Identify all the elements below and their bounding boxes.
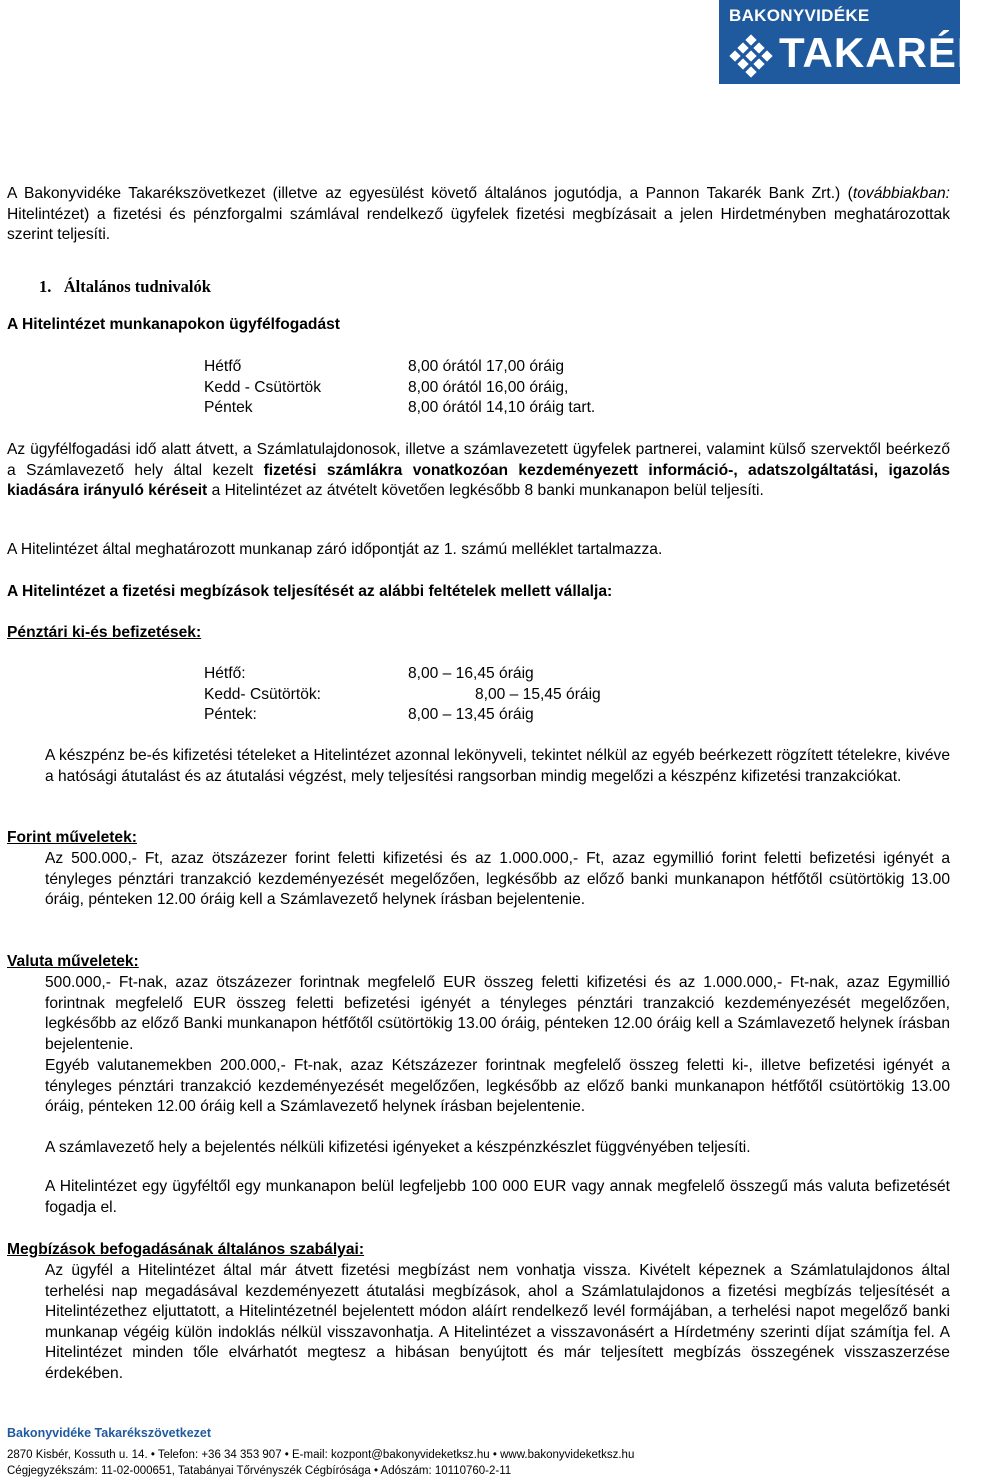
footer-contact-line: 2870 Kisbér, Kossuth u. 14. • Telefon: +36 34 353 907 • E-mail: kozpont@bakonyvideketksz.hu • www.bakonyvideketksz.hu: [7, 1448, 635, 1461]
schedule-day: Kedd - Csütörtök: [204, 378, 322, 396]
logo-top-text: BAKONYVIDÉKE: [729, 6, 870, 25]
valuta-paragraph-1: 500.000,- Ft-nak, azaz ötszázezer forintnak megfelelő EUR összeg feletti kifizetési és az 1.000.000,- Ft-nak, azaz Egymillió forintnak megfelelő EUR összeg feletti befizetési igényét a tényleges pénztári tranzakció kezdeményezését megelőzően, legkésőbb az előző Banki munkanapon hétfőtől csütörtökig 13.00 óráig, pénteken 12.00 óráig kell a Számlavezető helynek írásban bejelentenie.: [45, 974, 950, 1053]
section-title: Általános tudnivalók: [63, 277, 211, 296]
reception-heading: A Hitelintézet munkanapokon ügyfélfogadást: [7, 316, 340, 333]
schedule-time: 8,00 órától 16,00 óráig,: [408, 378, 569, 396]
intro-italic: továbbiakban:: [852, 185, 950, 202]
requests-text-1: Az ügyfélfogadási idő alatt átvett, a Számlatulajdonosok, illetve a számlavezetett ügyfelek partnerei, valamint külső szervektől beérkező a Számlavezető hely által kezelt: [7, 441, 950, 479]
valuta-paragraph-2: Egyéb valutanemekben 200.000,- Ft-nak, azaz Kétszázezer forintnak megfelelő összeg feletti ki-, illetve befizetési igényét a tényleges pénztári tranzakció kezdeményezését megelőzően, legkésőbb az előző banki munkanapon hétfőtől csütörtökig 13.00 óráig, pénteken 12.00 óráig kell a Számlavezető helynek írásban bejelentenie.: [45, 1057, 950, 1116]
schedule-day: Péntek:: [204, 706, 257, 724]
rules-paragraph: Az ügyfél a Hitelintézet által már átvett fizetési megbízást nem vonhatja vissza. Kivételt képeznek a Számlatulajdonos által terhelési nap megadásával kezdeményezett átutalási megbízások, ahol a Számlatulajdonos a fizetési megbízás teljesítését a Hitelintézethez eljuttatott, a Hitelintézetnél bejelentett módon aláírt rendelkező levél formájában, a terhelési napot megelőző banki munkanap végéig külön indoklás nélkül visszavonhatja. A Hitelintézet a visszavonásért a Hírdetmény szerinti díjat számítja fel. A Hitelintézet minden tőle elvárhatót megtesz a hibásan benyújtott és már teljesített megbízás összegének visszaszerzése érdekében.: [45, 1262, 950, 1382]
requests-text-2: a Hitelintézet az átvételt követően legkésőbb 8 banki munkanapon belül teljesíti.: [207, 482, 764, 500]
intro-paragraph: [7, 184, 950, 246]
logo-main-text: TAKARÉK: [779, 29, 988, 76]
rules-heading: Megbízások befogadásának általános szabályai:: [7, 1241, 365, 1258]
schedule-day: Hétfő: [204, 358, 242, 375]
footer: [7, 1423, 950, 1479]
schedule-time: 8,00 – 13,45 óráig: [408, 706, 534, 724]
logo-diamond-mark-icon: [731, 36, 771, 76]
bank-logo: [719, 0, 988, 84]
schedule-time: 8,00 órától 17,00 óráig: [408, 358, 565, 375]
schedule-day: Kedd- Csütörtök:: [204, 685, 322, 703]
valuta-heading: Valuta műveletek:: [7, 953, 139, 970]
schedule-time: 8,00 – 15,45 óráig: [475, 685, 601, 703]
intro-text-2: Hitelintézet) a fizetési és pénzforgalmi számlával rendelkező ügyfelek fizetési megbízásait a jelen Hirdetményben meghatározottak szerint teljesíti.: [7, 205, 950, 244]
valuta-paragraph-4: A Hitelintézet egy ügyféltől egy munkanapon belül legfeljebb 100 000 EUR vagy annak megfelelő összegű más valuta befizetését fogadja el.: [45, 1178, 950, 1216]
schedule-day: Hétfő:: [204, 665, 246, 682]
section-number: 1.: [39, 277, 52, 296]
schedule-time: 8,00 órától 14,10 óráig tart.: [408, 399, 596, 417]
section-heading: [39, 277, 982, 298]
intro-text-1: A Bakonyvidéke Takarékszövetkezet (illetve az egyesülést követő általános jogutódja, a Pannon Takarék Bank Zrt.) (: [7, 185, 853, 202]
annex-paragraph: A Hitelintézet által meghatározott munkanap záró időpontját az 1. számú melléklet tartalmazza.: [7, 541, 663, 558]
cash-heading: Pénztári ki-és befizetések:: [7, 624, 202, 641]
requests-bold: fizetési számlákra vonatkozóan kezdeményezett információ-, adatszolgáltatási, igazolás kiadására irányuló kéréseit: [7, 461, 950, 500]
cash-paragraph: A készpénz be-és kifizetési tételeket a Hitelintézet azonnal lekönyveli, tekintet nélkül az egyéb beérkezett rögzített tételekre, kivéve a hatósági átutalást és az átutalási végzést, mely teljesítési rangsorban mindig megelőzi a készpénz kifizetési tranzakciókat.: [45, 747, 950, 785]
valuta-paragraph-3: A számlavezető hely a bejelentés nélküli kifizetési igényeket a készpénzkészlet függvényében teljesíti.: [45, 1139, 751, 1156]
forint-paragraph: Az 500.000,- Ft, azaz ötszázezer forint feletti kifizetési és az 1.000.000,- Ft, azaz egymillió forint feletti befizetési igényét a tényleges pénztári tranzakció kezdeményezését megelőzően, legkésőbb az előző banki munkanapon hétfőtől csütörtökig 13.00 óráig, pénteken 12.00 óráig kell a Számlavezető helynek írásban bejelentenie.: [45, 850, 950, 909]
schedule-time: 8,00 – 16,45 óráig: [408, 665, 534, 682]
footer-registry-line: Cégjegyzékszám: 11-02-000651, Tatabányai Tőrvényszék Cégbírósága • Adószám: 10110760-2-11: [7, 1464, 512, 1477]
schedule-day: Péntek: [204, 399, 253, 417]
forint-heading: Forint műveletek:: [7, 829, 137, 846]
conditions-heading: A Hitelintézet a fizetési megbízások teljesítését az alábbi feltételek mellett vállalja:: [7, 583, 613, 600]
footer-company-name: Bakonyvidéke Takarékszövetkezet: [7, 1426, 212, 1440]
requests-paragraph: [7, 440, 950, 502]
